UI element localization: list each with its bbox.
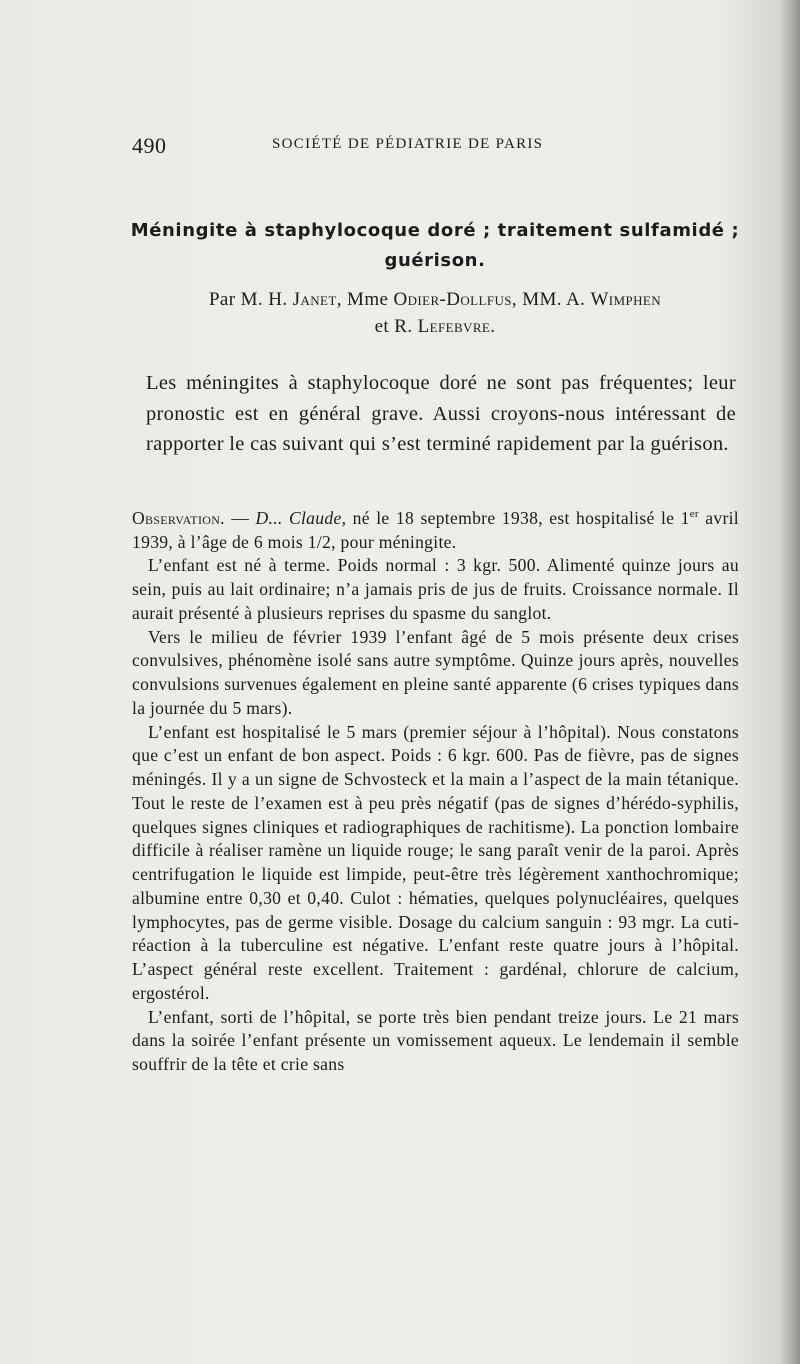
introduction-paragraph: Les méningites à staphylocoque doré ne sont pas fréquentes; leur pronostic est en général grave. Aussi croyons-nous intéressant de rapporter le cas suivant qui s’est terminé rapidement par la guérison. [146,372,736,455]
observation-text-b: avril 1939, à l’âge de 6 mois 1/2, pour méningite. [132,507,739,552]
observation-section [132,503,739,1077]
author-odier-dollfus: Odier-Dollfus [393,289,512,310]
observation-paragraph-2: L’enfant est né à terme. Poids normal : 3 kgr. 500. Alimenté quinze jours au sein, puis au lait ordinaire; n’a jamais pris de jus de fruits. Croissance normale. Il aurait présenté à plusieurs reprises du spasme du sanglot. [132,555,739,623]
authors-separator-3: et R. [374,316,418,337]
author-line-1 [112,286,758,313]
authors-separator-1: , Mme [336,289,394,310]
author-line-2 [112,313,758,340]
article-title-line-2: guérison. [384,250,486,271]
ordinal-superscript: er [689,508,699,520]
authors-separator-2: , MM. A. [511,289,591,310]
observation-paragraph-3: Vers le milieu de février 1939 l’enfant âgé de 5 mois présente deux crises convulsives, phénomène isolé sans autre symptôme. Quinze jours après, nouvelles convulsions survenues également en pleine santé apparente (6 crises typiques dans la journée du 5 mars). [132,626,739,718]
observation-text-a: né le 18 septembre 1938, est hospitalisé le 1 [346,507,690,528]
authors-end: . [490,316,496,337]
running-head [132,133,738,159]
page-edge-shadow [780,0,800,1364]
author-lefebvre: Lefebvre [417,316,491,337]
author-wimphen: Wimphen [590,289,662,310]
observation-label: Observation. [132,507,225,528]
article-title-line-1: Méningite à staphylocoque doré ; traitement sulfamidé ; [130,220,740,241]
page-number: 490 [132,133,167,158]
observation-paragraph-1 [132,503,739,554]
observation-paragraph-4: L’enfant est hospitalisé le 5 mars (premier séjour à l’hôpital). Nous constatons que c’est un enfant de bon aspect. Poids : 6 kgr. 600. Pas de fièvre, pas de signes méningés. Il y a un signe de Schvosteck et la main a l’aspect de la main tétanique. Tout le reste de l’examen est à peu près négatif (pas de signes d’hérédo-syphilis, quelques signes cliniques et radiographiques de rachitisme). La ponction lombaire difficile à réaliser ramène un liquide rouge; le sang paraît venir de la paroi. Après centrifugation le liquide est limpide, peut-être très légèrement xanthochromique; albumine entre 0,30 et 0,40. Culot : hématies, quelques polynucléaires, quelques lymphocytes, pas de germe visible. Dosage du calcium sanguin : 93 mgr. La cuti-réaction à la tuberculine est négative. L’enfant reste quatre jours à l’hôpital. L’aspect général reste excellent. Traitement : gardénal, chlorure de calcium, ergostérol. [132,721,739,1003]
authors-prefix: Par M. H. [208,289,293,310]
journal-title: SOCIÉTÉ DE PÉDIATRIE DE PARIS [272,136,544,152]
observation-dash: — [224,507,256,528]
patient-name: D... Claude, [255,507,347,528]
article-title [112,216,758,276]
author-janet: Janet [292,289,337,310]
author-line [112,286,758,340]
observation-paragraph-5: L’enfant, sorti de l’hôpital, se porte très bien pendant treize jours. Le 21 mars dans la soirée l’enfant présente un vomissement aqueux. Le lendemain il semble souffrir de la tête et crie sans [132,1006,739,1075]
introduction [146,368,736,460]
